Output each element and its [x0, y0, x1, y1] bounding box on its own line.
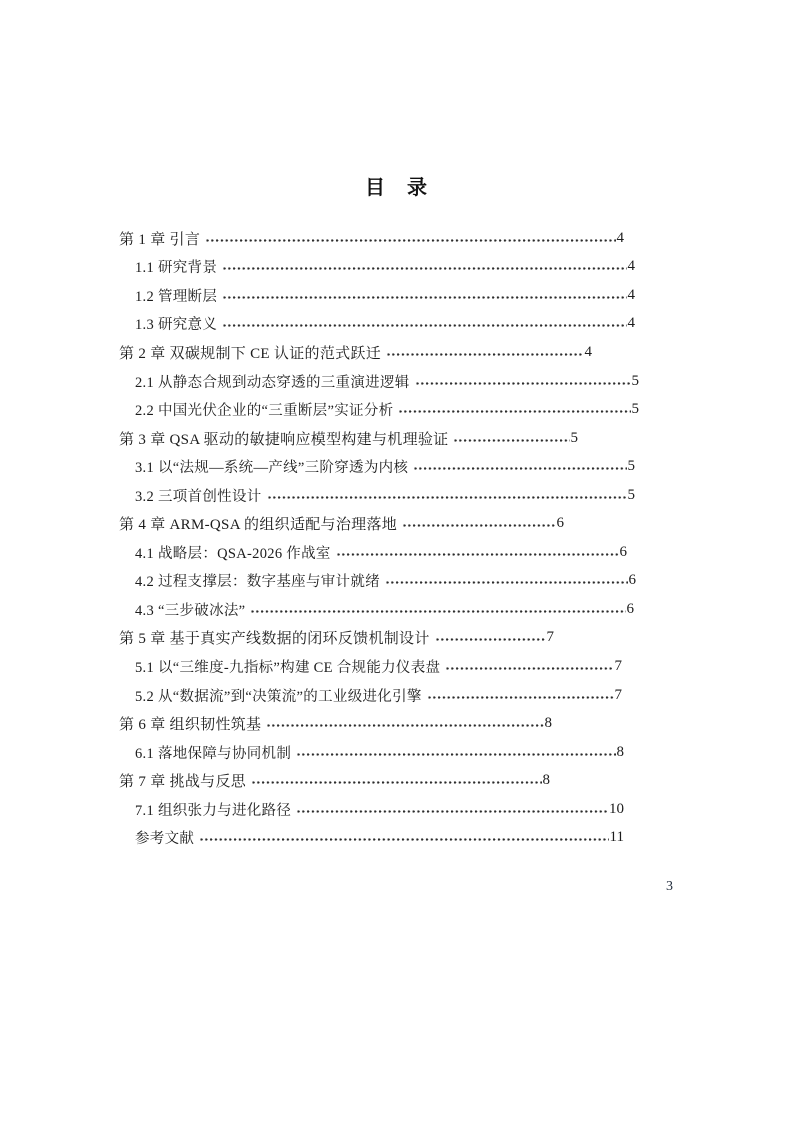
toc-entry-page: 5 — [631, 401, 639, 418]
toc-entry-label: 1.1 研究背景 — [135, 260, 218, 277]
toc-entry-page: 6 — [628, 572, 636, 589]
toc-entry[interactable] — [119, 367, 640, 396]
toc-entry-page: 4 — [627, 286, 635, 303]
toc-entry[interactable] — [119, 253, 640, 282]
toc-entry[interactable] — [119, 481, 640, 510]
toc-entry[interactable] — [119, 766, 640, 795]
toc-entry-label: 2.1 从静态合规到动态穿透的三重演进逻辑 — [135, 374, 410, 391]
toc-entry-label: 4.3 “三步破冰法” — [135, 602, 246, 619]
dot-leader — [267, 724, 543, 727]
dot-leader — [223, 296, 626, 299]
toc-entry[interactable] — [119, 567, 640, 596]
dot-leader — [436, 638, 546, 641]
toc-entry-page: 8 — [542, 772, 550, 789]
toc-entry-page: 7 — [546, 629, 554, 646]
toc-entry[interactable] — [119, 624, 640, 653]
toc-entry[interactable] — [119, 538, 640, 567]
toc-entry-page: 8 — [616, 743, 624, 760]
toc-entry-page: 5 — [631, 372, 639, 389]
toc-entry-label: 第 2 章 双碳规制下 CE 认证的范式跃迁 — [119, 345, 382, 362]
toc-entry-label: 第 4 章 ARM-QSA 的组织适配与治理落地 — [119, 517, 398, 534]
toc-entry-label: 5.1 以“三维度-九指标”构建 CE 合规能力仪表盘 — [135, 659, 441, 676]
dot-leader — [223, 324, 626, 327]
toc-entry-label: 第 7 章 挑战与反思 — [119, 774, 247, 791]
dot-leader — [387, 353, 583, 356]
toc-entry[interactable] — [119, 509, 640, 538]
toc-entry[interactable] — [119, 338, 640, 367]
toc-entry-page: 7 — [614, 657, 622, 674]
toc-entry-label: 第 6 章 组织韧性筑基 — [119, 717, 262, 734]
toc-entry-label: 2.2 中国光伏企业的“三重断层”实证分析 — [135, 403, 394, 420]
toc-entry-label: 1.2 管理断层 — [135, 288, 218, 305]
dot-leader — [251, 610, 625, 613]
page-number: 3 — [666, 879, 673, 894]
dot-leader — [428, 696, 614, 699]
toc-entry[interactable] — [119, 281, 640, 310]
dot-leader — [200, 838, 608, 841]
toc-entry-label: 7.1 组织张力与进化路径 — [135, 802, 292, 819]
toc-entry-label: 5.2 从“数据流”到“决策流”的工业级进化引擎 — [135, 688, 422, 705]
toc-entry-page: 5 — [627, 486, 635, 503]
toc-entry-page: 11 — [609, 829, 624, 846]
toc-entry-page: 4 — [627, 258, 635, 275]
toc-entry[interactable] — [119, 738, 640, 767]
dot-leader — [268, 496, 627, 499]
dot-leader — [414, 467, 626, 470]
dot-leader — [403, 524, 555, 527]
toc-title: 目 录 — [365, 177, 428, 199]
dot-leader — [297, 810, 608, 813]
toc-entry-page: 4 — [584, 343, 592, 360]
dot-leader — [454, 439, 569, 442]
toc-entry-page: 8 — [544, 715, 552, 732]
dot-leader — [416, 382, 631, 385]
dot-leader — [399, 410, 630, 413]
toc-entry-page: 5 — [570, 429, 578, 446]
toc-entry-page: 5 — [627, 458, 635, 475]
dot-leader — [446, 667, 613, 670]
dot-leader — [223, 267, 626, 270]
toc-entry-page: 4 — [627, 315, 635, 332]
toc-entry-label: 第 1 章 引言 — [119, 231, 201, 248]
toc-entry-label: 6.1 落地保障与协同机制 — [135, 745, 292, 762]
dot-leader — [386, 581, 628, 584]
dot-leader — [297, 753, 615, 756]
toc-entry-page: 6 — [619, 543, 627, 560]
toc-entry[interactable] — [119, 709, 640, 738]
toc-entry-label: 第 5 章 基于真实产线数据的闭环反馈机制设计 — [119, 631, 430, 648]
toc-list — [119, 224, 640, 852]
toc-entry-page: 6 — [556, 515, 564, 532]
toc-entry-label: 4.2 过程支撑层：数字基座与审计就绪 — [135, 574, 380, 591]
toc-entry[interactable] — [119, 681, 640, 710]
toc-entry-label: 3.1 以“法规—系统—产线”三阶穿透为内核 — [135, 460, 409, 477]
toc-entry-label: 第 3 章 QSA 驱动的敏捷响应模型构建与机理验证 — [119, 431, 449, 448]
toc-entry-label: 1.3 研究意义 — [135, 317, 218, 334]
dot-leader — [206, 239, 615, 242]
toc-entry[interactable] — [119, 224, 640, 253]
dot-leader — [337, 553, 619, 556]
toc-entry-label: 参考文献 — [135, 831, 195, 848]
toc-entry[interactable] — [119, 823, 640, 852]
dot-leader — [252, 781, 541, 784]
toc-entry-label: 3.2 三项首创性设计 — [135, 488, 262, 505]
toc-entry[interactable] — [119, 452, 640, 481]
toc-entry[interactable] — [119, 424, 640, 453]
toc-entry-page: 6 — [626, 600, 634, 617]
toc-entry-page: 10 — [609, 800, 624, 817]
toc-entry[interactable] — [119, 395, 640, 424]
toc-entry[interactable] — [119, 795, 640, 824]
toc-entry-label: 4.1 战略层：QSA-2026 作战室 — [135, 545, 331, 562]
toc-entry-page: 7 — [614, 686, 622, 703]
toc-entry[interactable] — [119, 310, 640, 339]
toc-entry-page: 4 — [616, 229, 624, 246]
toc-entry[interactable] — [119, 595, 640, 624]
toc-entry[interactable] — [119, 652, 640, 681]
